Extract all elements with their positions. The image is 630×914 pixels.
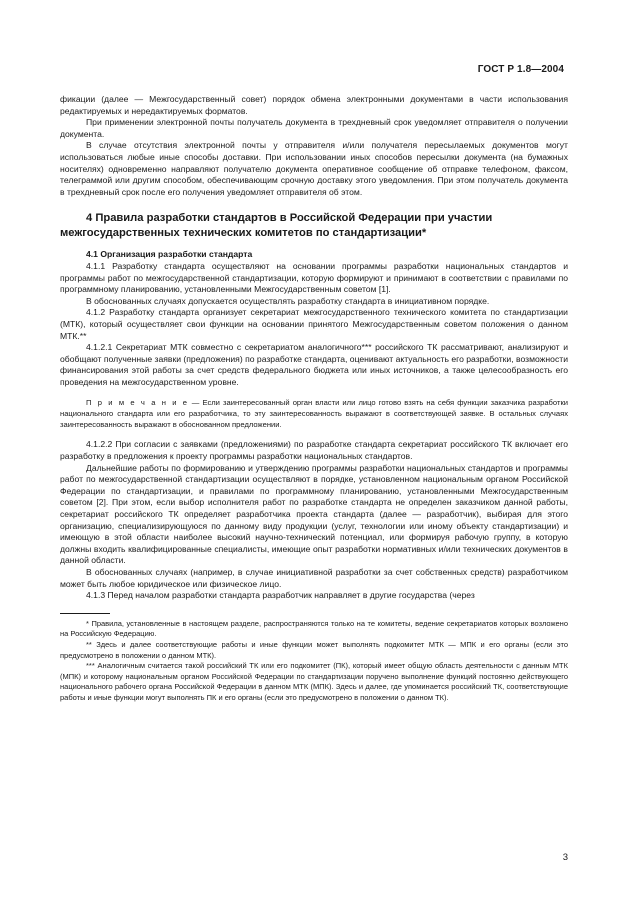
footnote: * Правила, установленные в настоящем разделе, распространяются только на те комитеты, ведение секретариатов которых возложено на Российскую Федерацию. (60, 618, 568, 639)
paragraph: При применении электронной почты получатель документа в трехдневный срок уведомляет отправителя о получении документа. (60, 117, 568, 139)
note-label: П р и м е ч а н и е (86, 398, 189, 408)
subsection-title: 4.1 Организация разработки стандарта (86, 249, 253, 260)
paragraph: 4.1.3 Перед началом разработки стандарта разработчик направляет в другие государства (через (86, 590, 475, 601)
paragraph: 4.1.2.2 При согласии с заявками (предложениями) по разработке стандарта секретариат российского ТК включает его разработку в предложения к проекту программы разработки национальных стандартов. (60, 439, 568, 462)
paragraph: 4.1.2.1 Секретариат МТК совместно с секретариатом аналогичного*** российского ТК рассматривают, анализируют и обобщают полученные заявки (предложения) по разработке стандарта, оценивают актуальность его разработки, возможности финансирования этой работы за счет средств федерального бюджета или иных источников, а также целесообразность его проведения на межгосударственном уровне. (60, 342, 568, 387)
paragraph: В обоснованных случаях допускается осуществлять разработку стандарта в инициативном порядке. (86, 295, 490, 306)
paragraph: Дальнейшие работы по формированию и утверждению программы разработки национальных стандартов и программы работ по межгосударственной стандартизации осуществляют в порядке, установленном национальным органом Российской Федерации по стандартизации, и правилами по программному планированию, установленными Межгосударственным советом [2]. При этом, если выбор исполнителя работ по разработке стандарта не определен заказчиком данной работы, секретариат российского ТК определяет разработчика проекта стандарта (далее — разработчик), выбирая для этого организацию, специализирующуюся по данному виду продукции (услуг, технологии или иному объекту стандартизации) и имеющую в этой области наиболее высокий научно-технический потенциал, или формируя рабочую группу, в которую должны входить квалифицированные специалисты, имеющие опыт разработки нормативных и/или технических документов в данной области. (60, 462, 568, 566)
paragraph: 4.1.1 Разработку стандарта осуществляют на основании программы разработки национальных стандартов и программы работ по межгосударственной стандартизации, которую формируют и принимают в соответствии с правилами по программному планированию, установленными Межгосударственным советом [1]. (60, 260, 568, 295)
footnote: *** Аналогичным считается такой российский ТК или его подкомитет (ПК), который имеет общую область деятельности с данным МТК (МПК) и которому национальным органом Российской Федерации по стандартизации поручено выполнение функций постоянно действующего национального рабочего органа Российской Федерации в данном МТК (МПК). Здесь и далее, где упоминается российский ТК, соответствующие работы и иные функции могут выполнять ПК и его органы (если это предусмотрено в положении о данном ТК). (60, 661, 568, 702)
footnote: ** Здесь и далее соответствующие работы и иные функции может выполнять подкомитет МТК — МПК и его органы (если это предусмотрено в положении о данном МТК). (60, 639, 568, 660)
paragraph: фикации (далее — Межгосударственный совет) порядок обмена электронными документами в части использования редактируемых и нередактируемых форматов. (60, 94, 568, 116)
paragraph: В случае отсутствия электронной почты у отправителя и/или получателя пересылаемых документов могут использоваться любые иные способы доставки. При использовании иных способов пересылки документа (на бумажных носителях) одновременно направляют получателю документа оперативное сообщение об отправке телефоном, факсом, телеграммой или другим способом, обеспечивающим срочную доставку этого уведомления. При этом получатель документа в трехдневный срок после его получения уведомляет отправителя об этом. (60, 140, 568, 197)
section-title: 4 Правила разработки стандартов в Российской Федерации при участии межгосударственных технических комитетов по стандартизации* (60, 212, 493, 239)
paragraph: 4.1.2 Разработку стандарта организует секретариат межгосударственного технического комитета по стандартизации (МТК), который осуществляет свои функции на основании принятого Межгосударственным советом положения о данном МТК.** (60, 307, 568, 341)
note-text: — Если заинтересованный орган власти или лицо готово взять на себя функции заказчика разработки национального стандарта или его разработчика, то эту заинтересованность выражают в соответствующей заявке. В остальных случаях заинтересованность выражают в обоснованном предложении. (60, 398, 569, 430)
footnote-divider (60, 613, 110, 614)
page-number: 3 (562, 852, 568, 863)
standard-header: ГОСТ Р 1.8—2004 (477, 64, 564, 75)
paragraph: В обоснованных случаях (например, в случае инициативной разработки за счет собственных средств) разработчиком может быть любое юридическое или физическое лицо. (60, 567, 568, 589)
document-body (60, 94, 568, 704)
note (60, 397, 568, 430)
